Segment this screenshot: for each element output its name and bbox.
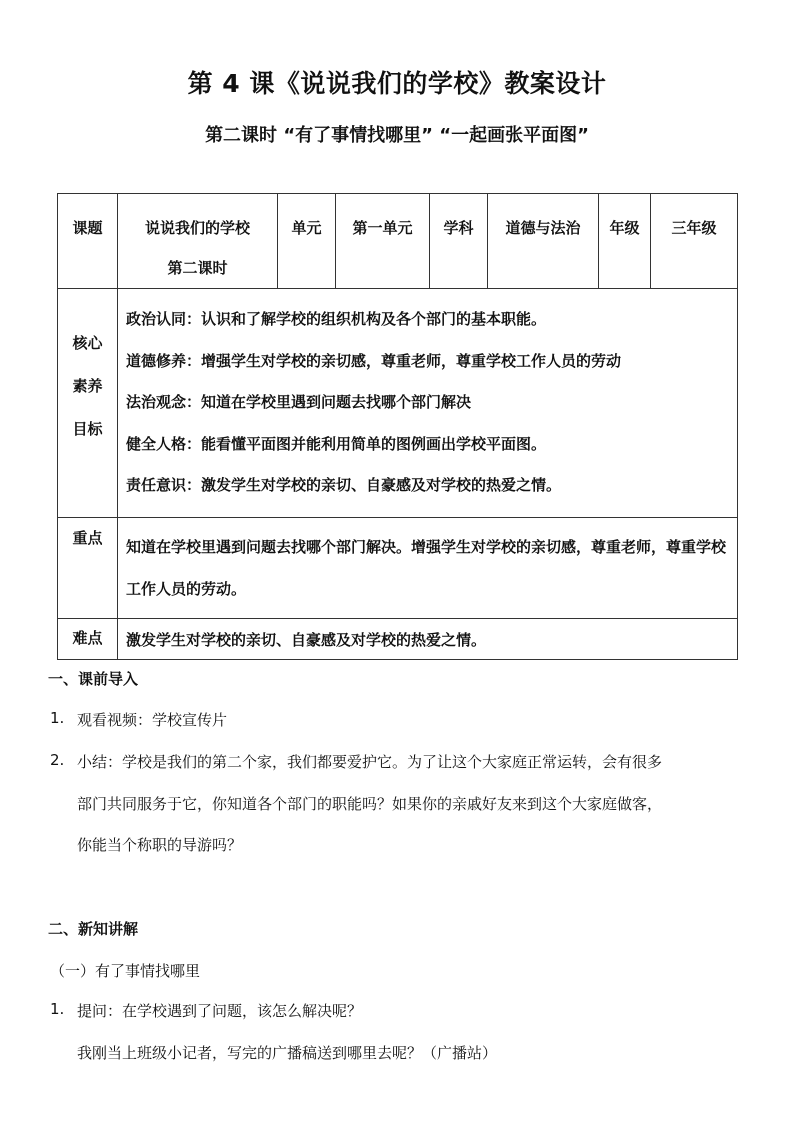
difficulty-text: 激发学生对学校的亲切、自豪感及对学校的热爱之情。: [126, 630, 487, 649]
section-heading-intro: 一、课前导入: [48, 670, 139, 688]
goals-label-line-1: 核心: [72, 334, 103, 352]
topic-label: 课题: [72, 219, 103, 237]
goals-label-line-2: 素养: [72, 377, 103, 395]
subject-label: 学科: [443, 219, 474, 237]
topic-value: [118, 194, 277, 288]
key-point-text: 知道在学校里遇到问题去找哪个部门解决。增强学生对学校的亲切感，尊重老师，尊重学校工作人员的劳动。: [126, 537, 727, 598]
difficulty-row: [58, 618, 738, 659]
list-number: 2.: [50, 751, 65, 769]
sub-heading: （一）有了事情找哪里: [50, 962, 201, 980]
goals-label: [58, 289, 117, 451]
document-subtitle: 第二课时 “有了事情找哪里” “一起画张平面图”: [205, 125, 589, 146]
grade-label: 年级: [609, 219, 640, 237]
lesson-info-table: [57, 193, 738, 660]
goals-row: [58, 289, 738, 518]
list-number: 1.: [50, 709, 65, 727]
key-point-label: 重点: [72, 528, 103, 547]
goal-item: 健全人格：能看懂平面图并能利用简单的图例画出学校平面图。: [126, 434, 547, 453]
list-item-text: 观看视频：学校宣传片: [77, 711, 228, 729]
list-item-text: 你能当个称职的导游吗？: [77, 836, 243, 854]
goal-item: 责任意识：激发学生对学校的亲切、自豪感及对学校的热爱之情。: [126, 476, 562, 494]
unit-label: 单元: [291, 219, 322, 237]
grade-value: 三年级: [671, 219, 717, 237]
subject-value: 道德与法治: [505, 219, 581, 237]
list-item-text: 部门共同服务于它，你知道各个部门的职能吗？如果你的亲戚好友来到这个大家庭做客，: [77, 795, 663, 813]
topic-value-line-2: 第二课时: [167, 259, 228, 277]
topic-value-line-1: 说说我们的学校: [144, 219, 250, 237]
difficulty-label: 难点: [72, 628, 103, 647]
document-title: 第 4 课《说说我们的学校》教案设计: [187, 69, 607, 98]
table-header-row: [58, 194, 738, 289]
key-point-row: [58, 517, 738, 618]
list-item-text: 提问：在学校遇到了问题，该怎么解决呢？: [77, 1002, 363, 1020]
list-item-text: 我刚当上班级小记者，写完的广播稿送到哪里去呢？（广播站）: [77, 1044, 498, 1062]
goal-item: 道德修养：增强学生对学校的亲切感，尊重老师，尊重学校工作人员的劳动: [126, 351, 622, 370]
goals-label-line-3: 目标: [72, 420, 103, 438]
section-heading-new-knowledge: 二、新知讲解: [48, 920, 139, 938]
list-number: 1.: [50, 1000, 65, 1018]
list-item-text: 小结：学校是我们的第二个家，我们都要爱护它。为了让这个大家庭正常运转，会有很多: [77, 753, 663, 771]
goal-item: 法治观念：知道在学校里遇到问题去找哪个部门解决: [126, 393, 472, 411]
goals-list: [118, 289, 737, 517]
unit-value: 第一单元: [352, 219, 413, 237]
goal-item: 政治认同：认识和了解学校的组织机构及各个部门的基本职能。: [126, 310, 547, 328]
